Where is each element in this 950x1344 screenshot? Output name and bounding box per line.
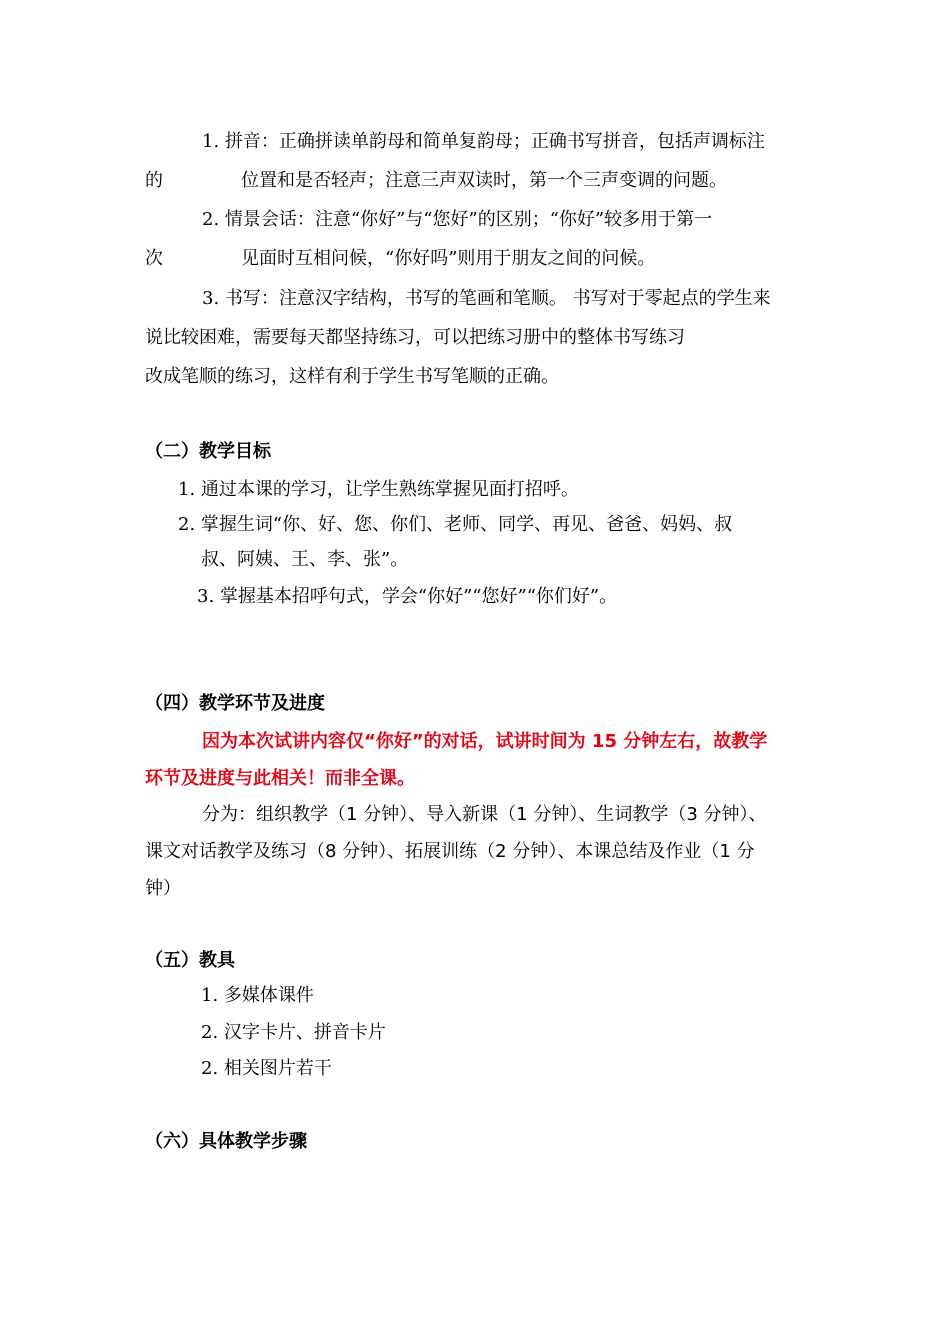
process-note-line1: 因为本次试讲内容仅“你好”的对话，试讲时间为 15 分钟左右，故教学	[202, 731, 768, 752]
note-writing-line2: 说比较困难，需要每天都坚持练习，可以把练习册中的整体书写练习	[145, 327, 685, 348]
goals-item-2-line1: 2. 掌握生词“你、好、您、你们、老师、同学、再见、爸爸、妈妈、叔	[178, 514, 733, 535]
process-note-line2: 环节及进度与此相关！而非全课。	[145, 768, 415, 789]
note-dialogue-line2: 见面时互相问候，“你好吗”则用于朋友之间的问候。	[241, 248, 656, 269]
goals-item-1: 1. 通过本课的学习，让学生熟练掌握见面打招呼。	[178, 479, 579, 500]
process-detail-line3: 钟）	[145, 878, 181, 899]
tools-item-3: 2. 相关图片若干	[201, 1058, 332, 1079]
steps-heading: （六）具体教学步骤	[145, 1131, 307, 1152]
process-heading: （四）教学环节及进度	[145, 693, 325, 714]
tools-item-1: 1. 多媒体课件	[201, 985, 314, 1006]
note-pinyin-line2: 位置和是否轻声；注意三声双读时，第一个三声变调的问题。	[241, 170, 727, 191]
tools-item-2: 2. 汉字卡片、拼音卡片	[201, 1022, 386, 1043]
note-writing-line3: 改成笔顺的练习，这样有利于学生书写笔顺的正确。	[145, 366, 559, 387]
tools-heading: （五）教具	[145, 950, 235, 971]
process-detail-line1: 分为：组织教学（1 分钟）、导入新课（1 分钟）、生词教学（3 分钟）、	[202, 804, 767, 825]
note-writing-line1: 3. 书写：注意汉字结构，书写的笔画和笔顺。 书写对于零起点的学生来	[202, 288, 771, 309]
note-pinyin-line1: 1. 拼音：正确拼读单韵母和简单复韵母；正确书写拼音，包括声调标注	[202, 131, 765, 152]
note-dialogue-left: 次	[145, 248, 163, 269]
note-pinyin-left: 的	[145, 170, 163, 191]
goals-item-2-line2: 叔、阿姨、王、李、张”。	[201, 549, 409, 570]
goals-item-3: 3. 掌握基本招呼句式，学会“你好”“您好”“你们好”。	[197, 586, 618, 607]
process-detail-line2: 课文对话教学及练习（8 分钟）、拓展训练（2 分钟）、本课总结及作业（1 分	[145, 841, 755, 862]
goals-heading: （二）教学目标	[145, 441, 271, 462]
note-dialogue-line1: 2. 情景会话：注意“你好”与“您好”的区别；“你好”较多用于第一	[202, 209, 713, 230]
